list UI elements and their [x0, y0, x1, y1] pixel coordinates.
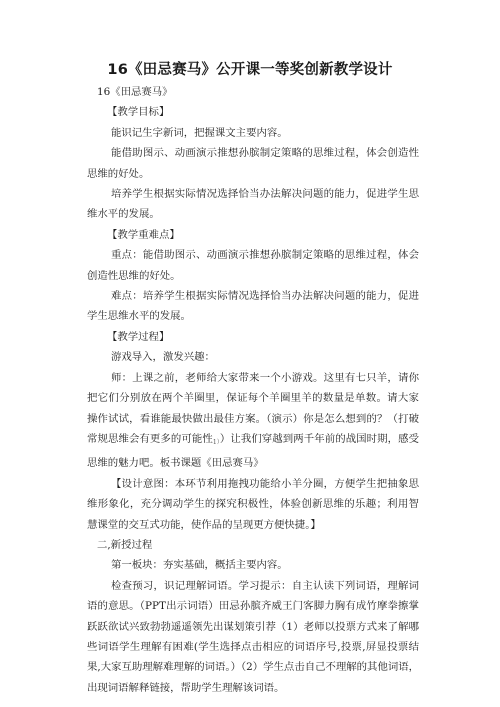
page-title: 16《田忌赛马》公开课一等奖创新教学设计 [107, 62, 393, 78]
teacher-intro-paragraph [87, 368, 419, 474]
difficult-point: 难点：培养学生根据实际情况选择恰当办法解决问题的能力，促进学生思维水平的发展。 [87, 290, 419, 323]
game-intro-heading: 游戏导入，激发兴趣： [111, 351, 215, 364]
block-one-heading: 第一板块：夯实基础，概括主要内容。 [111, 559, 288, 572]
section-heading-key-points: 【教学重难点】 [107, 228, 180, 241]
lesson-heading: 16《田忌赛马》 [97, 86, 173, 98]
objective-2: 能借助图示、动画演示推想孙膑制定策略的思维过程，体会创造性思维的好处。 [87, 147, 419, 180]
design-intent: 【设计意图：本环节利用拖拽功能给小羊分圈，方便学生把抽象思维形象化，充分调动学生的探究积极性，体验创新思维的乐趣；利用智慧课堂的交互式功能，使作品的呈现更方便快捷。】 [87, 477, 419, 531]
footnote-mark: 1） [212, 438, 220, 446]
key-point: 重点：能借助图示、动画演示推想孙膑制定策略的思维过程，体会创造性思维的好处。 [87, 249, 419, 282]
document-body [87, 82, 419, 698]
new-lesson-heading: 二,新授过程 [97, 538, 153, 551]
teacher-intro-text-b: ）让我们穿越到两千年前的战国时期，感受思维的魅力吧。板书课题《田忌赛马》 [87, 432, 420, 470]
section-heading-process: 【教学过程】 [107, 330, 170, 343]
section-heading-objectives: 【教学目标】 [107, 106, 170, 119]
preview-check-paragraph: 检查预习，识记理解词语。学习提示：自主认读下列词语，理解词语的意思。（PPT出示词语）田忌孙膑齐威王门客脚力胸有成竹摩拳擦掌跃跃欲试兴致勃勃遥遥领先出谋划策引荐（1）老师以投票方式来了解哪些词语学生理解有困难(学生选择点击相应的词语序号,投票,屏显投票结果,大家互助理解难理解的词语。）（2）学生点击自己不理解的其他词语，出现词语解释链接，帮助学生理解该词语。 [87, 579, 420, 694]
objective-3: 培养学生根据实际情况选择恰当办法解决问题的能力，促进学生思维水平的发展。 [87, 188, 419, 221]
objective-1: 能识记生字新词，把握课文主要内容。 [111, 126, 288, 139]
teacher-intro-text-a: 师：上课之前，老师给大家带来一个小游戏。这里有七只羊，请你把它们分别放在两个羊圈里，保证每个羊圈里羊的数量是单数。请大家操作试试，看谁能最快做出最佳方案。（演示）你是怎么想到的？（打破常规思维会有更多的可能性 [87, 371, 419, 445]
